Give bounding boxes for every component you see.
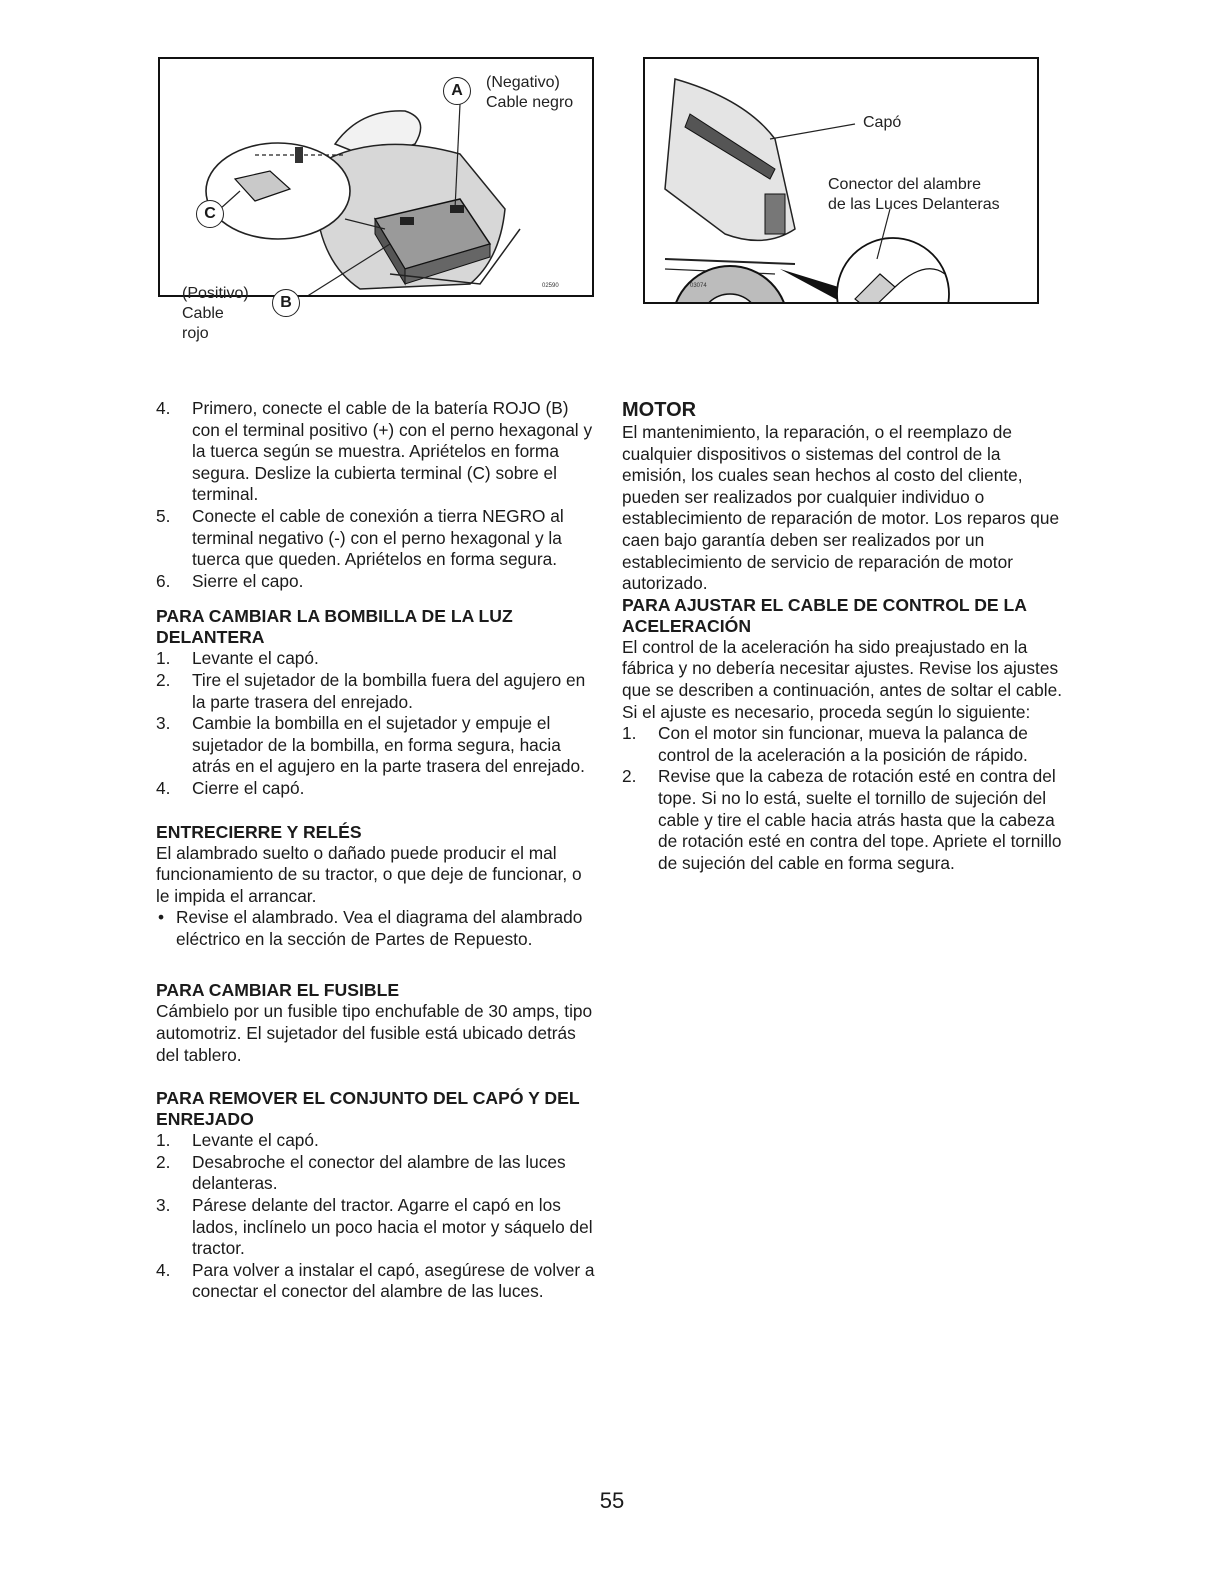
callout-b-label: (Positivo) Cable rojo <box>182 285 249 342</box>
list-item: 2. Revise que la cabeza de rotación esté en contra del tope. Si no lo está, suelte el tornillo de sujeción del cable y tire el cable hacia atrás hasta que la cabeza de rotación esté en contra del tope. Apriete el tornillo de sujeción del cable en forma segura. <box>622 766 1062 873</box>
fuse-paragraph: Cámbielo por un fusible tipo enchufable de 30 amps, tipo automotriz. El sujetador del fusible está ubicado detrás del tablero. <box>156 1001 593 1065</box>
callout-b-marker: B <box>272 289 300 317</box>
throttle-steps-list <box>622 723 1062 874</box>
fuse-section-title: PARA CAMBIAR EL FUSIBLE <box>156 980 400 1001</box>
callout-a-marker: A <box>443 77 471 105</box>
right-column <box>622 398 1062 874</box>
hood-connector-figure <box>643 57 1039 304</box>
svg-text:03074: 03074 <box>690 283 707 289</box>
list-item: 5. Conecte el cable de conexión a tierra NEGRO al terminal negativo (-) con el perno hexagonal y la tuerca que queden. Apriételos en forma segura. <box>156 505 564 570</box>
list-item: 1. Levante el capó. <box>156 648 319 669</box>
battery-steps-list <box>156 398 596 592</box>
wiring-bullets <box>156 907 596 950</box>
bulb-steps-list <box>156 648 596 799</box>
wiring-paragraph: El alambrado suelto o dañado puede producir el mal funcionamiento de su tractor, o que deje de funcionar, o le impida el arrancar. <box>156 842 582 906</box>
list-item: 1. Levante el capó. <box>156 1130 319 1151</box>
list-item: 1. Con el motor sin funcionar, mueva la palanca de control de la aceleración a la posición de rápido. <box>622 723 1028 765</box>
list-item: 2. Desabroche el conector del alambre de las luces delanteras. <box>156 1151 566 1194</box>
list-item: 6. Sierre el capo. <box>156 570 304 591</box>
list-item: 3. Párese delante del tractor. Agarre el capó en los lados, inclínelo un poco hacia el motor y sáquelo del tractor. <box>156 1195 593 1259</box>
list-item: 2. Tire el sujetador de la bombilla fuera del agujero en la parte trasera del enrejado. <box>156 669 586 712</box>
hood-section-title: PARA REMOVER EL CONJUNTO DEL CAPÓ Y DEL ENREJADO <box>156 1088 580 1130</box>
throttle-paragraph: El control de la aceleración ha sido preajustado en la fábrica y no debería necesitar ajustes. Revise los ajustes que se describen a continuación, antes de soltar el cable. Si el ajuste es necesario, proceda según lo siguiente: <box>622 636 1062 722</box>
callout-a-label: (Negativo) Cable negro <box>486 74 574 111</box>
list-item: 4. Para volver a instalar el capó, asegúrese de volver a conectar el conector del alambre de las luces. <box>156 1259 595 1302</box>
wiring-section-title: ENTRECIERRE Y RELÉS <box>156 821 362 842</box>
motor-paragraph: El mantenimiento, la reparación, o el reemplazo de cualquier dispositivos o sistemas del control de la emisión, los cuales sean hechos al costo del cliente, pueden ser realizados por cualquier individuo o establecimiento de reparación de motor. Los reparos que caen bajo garantía deben ser realizados por un establecimiento de servicio de reparación de motor autorizado. <box>622 422 1060 594</box>
connector-label: Conector del alambre de las Luces Delanteras <box>828 176 1000 213</box>
motor-section-title: MOTOR <box>622 399 697 421</box>
svg-text:02590: 02590 <box>542 283 559 289</box>
list-item: 3. Cambie la bombilla en el sujetador y empuje el sujetador de la bombilla, en forma segura, hacia atrás en el agujero en la parte trasera del enrejado. <box>156 713 585 777</box>
list-item: 4. Primero, conecte el cable de la batería ROJO (B) con el terminal positivo (+) con el perno hexagonal y la tuerca según se muestra. Apriételos en forma segura. Deslize la cubierta terminal (C) sobre el terminal. <box>156 398 593 505</box>
battery-figure <box>158 57 594 342</box>
page-number: 55 <box>599 1488 625 1513</box>
list-item: • Revise el alambrado. Vea el diagrama del alambrado eléctrico en la sección de Partes de Repuesto. <box>158 907 583 949</box>
left-column <box>156 398 596 1303</box>
callout-c-marker: C <box>196 200 224 228</box>
bulb-section-title: PARA CAMBIAR LA BOMBILLA DE LA LUZ DELANTERA <box>156 606 513 648</box>
throttle-section-title: PARA AJUSTAR EL CABLE DE CONTROL DE LA ACELERACIÓN <box>622 594 1027 636</box>
capo-label: Capó <box>863 114 902 131</box>
list-item: 4. Cierre el capó. <box>156 777 305 798</box>
hood-steps-list <box>156 1130 596 1303</box>
